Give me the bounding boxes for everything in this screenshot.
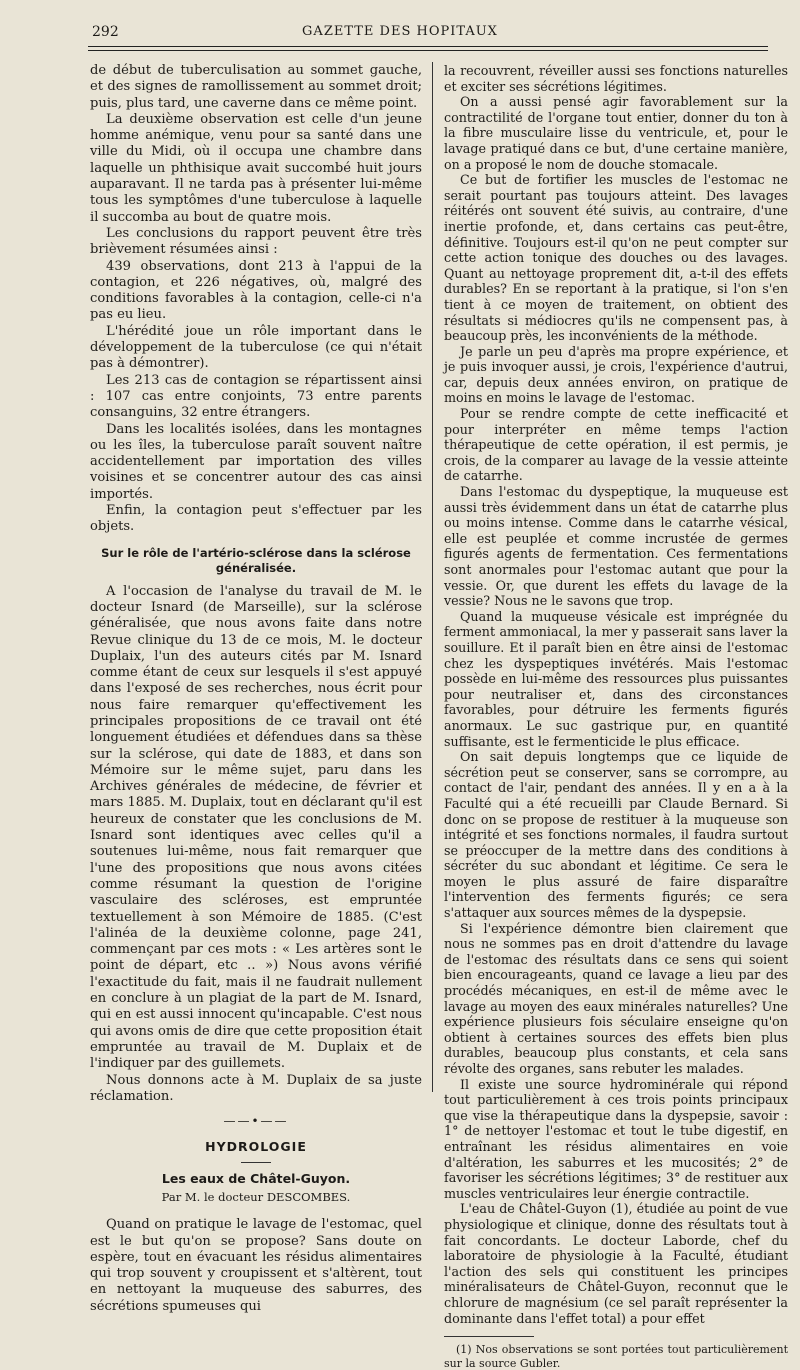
paragraph: 439 observations, dont 213 à l'appui de la contagion, et 226 négatives, où, malgré des conditions favorables à la contagion, celle-ci n'a pas eu lieu.	[90, 258, 422, 323]
paragraph: On a aussi pensé agir favorablement sur la contractilité de l'organe tout entier, donner du ton à la fibre musculaire lisse du ventricule, et, pour le lavage pratiqué dans ce but, d'une certaine manière, on a proposé le nom de douche stomacale.	[444, 94, 788, 172]
header-rule	[88, 46, 768, 47]
subheading: Sur le rôle de l'artério-sclérose dans la sclérose généralisée.	[101, 545, 411, 575]
paragraph: La deuxième observation est celle d'un jeune homme anémique, venu pour sa santé dans une ville du Midi, où il occupa une chambre dans laquelle un phthisique avait succombé huit jours auparavant. Il ne tarda pas à présenter lui-même tous les symptômes d'une tuberculose à laquelle il succomba au bout de quatre mois.	[90, 111, 422, 225]
paragraph: Dans l'estomac du dyspeptique, la muqueuse est aussi très évidemment dans un état de catarrhe plus ou moins intense. Comme dans le catarrhe vésical, elle est peuplée et comme incrustée de germes figurés agents de fermentation. Ces fermentations sont anormales pour l'estomac autant que pour la vessie. Or, que durent les effets du lavage de la vessie? Nous ne le savons que trop.	[444, 484, 788, 609]
paragraph: L'hérédité joue un rôle important dans le développement de la tuberculose (ce qui n'était pas à démontrer).	[90, 323, 422, 372]
footnote-rule	[444, 1336, 534, 1337]
paragraph: Enfin, la contagion peut s'effectuer par les objets.	[90, 503, 422, 535]
footnote: (1) Nos observations se sont portées tout particulièrement sur la source Gubler.	[444, 1343, 788, 1370]
paragraph: Quand la muqueuse vésicale est imprégnée du ferment ammoniacal, la mer y passerait sans laver la souillure. Et il paraît bien en être ainsi de l'estomac chez les dyspeptiques invétérés. Mais l'estomac possède en lui-même des ressources plus puissantes pour neutraliser et, dans des circonstances favorables, pour détruire les ferments figurés anormaux. Le suc gastrique pur, en quantité suffisante, est le fermenticide le plus efficace.	[444, 608, 788, 749]
paragraph: Nous donnons acte à M. Duplaix de sa juste réclamation.	[90, 1072, 422, 1104]
column-divider	[432, 62, 433, 1092]
running-head: GAZETTE DES HOPITAUX	[302, 24, 498, 39]
paragraph: Pour se rendre compte de cette inefficacité et pour interpréter en même temps l'action thérapeutique de cette opération, il est permis, je crois, de la comparer au lavage de la vessie atteinte de catarrhe.	[444, 406, 788, 484]
right-column	[444, 63, 788, 1370]
article-title: Les eaux de Châtel-Guyon.	[161, 1170, 351, 1186]
section-title: HYDROLOGIE	[205, 1139, 307, 1155]
paragraph: A l'occasion de l'analyse du travail de M. le docteur Isnard (de Marseille), sur la sclérose généralisée, que nous avons faite dans notre Revue clinique du 13 de ce mois, M. le docteur Duplaix, l'un des auteurs cités par M. Isnard comme étant de ceux sur lesquels il s'est appuyé dans l'exposé de ses recherches, nous écrit pour nous faire remarquer qu'effectivement les principales propositions de ce travail ont été longuement étudiées et défendues dans sa thèse sur la sclérose, qui date de 1883, et dans son Mémoire sur le même sujet, paru dans les Archives générales de médecine, de février et mars 1885. M. Duplaix, tout en déclarant qu'il est heureux de constater que les conclusions de M. Isnard sont identiques avec celles qu'il a soutenues lui-même, nous fait remarquer que l'une des propositions que nous avons citées comme résumant la question de l'origine vasculaire des scléroses, est empruntée textuellement à son Mémoire de 1885. (C'est l'alinéa de la deuxième colonne, page 241, commençant par ces mots : « Les artères sont le point de départ, etc .. ») Nous avons vérifié l'exactitude du fait, mais il ne faudrait nullement en conclure à un plagiat de la part de M. Isnard, qui en est aussi innocent qu'incapable. C'est nous qui avons omis de dire que cette proposition était empruntée au travail de M. Duplaix et de l'indiquer par des guillemets.	[90, 583, 422, 1072]
paragraph: la recouvrent, réveiller aussi ses fonctions naturelles et exciter ses sécrétions légitimes.	[444, 63, 788, 94]
paragraph: Si l'expérience démontre bien clairement que nous ne sommes pas en droit d'attendre du lavage de l'estomac des résultats dans ce sens qui soient bien encourageants, quand ce lavage a lieu par des procédés mécaniques, en est-il de même avec le lavage au moyen des eaux minérales naturelles? Une expérience plusieurs fois séculaire enseigne qu'on obtient à certaines sources des effets bien plus durables, beaucoup plus constants, et cela sans révolte des organes, sans rebuter les malades.	[444, 920, 788, 1076]
paragraph: Les conclusions du rapport peuvent être très brièvement résumées ainsi :	[90, 225, 422, 258]
paragraph: Je parle un peu d'après ma propre expérience, et je puis invoquer aussi, je crois, l'expérience d'autrui, car, depuis deux années environ, on pratique de moins en moins le lavage de l'estomac.	[444, 343, 788, 406]
article-byline: Par M. le docteur DESCOMBES.	[161, 1190, 351, 1204]
header-rule-thin	[88, 50, 768, 51]
paragraph: Quand on pratique le lavage de l'estomac, quel est le but qu'on se propose? Sans doute on espère, tout en évacuant les résidus alimentaires qui trop souvent y croupissent et s'altèrent, tout en nettoyant la muqueuse des saburres, des sécrétions spumeuses qui	[90, 1217, 422, 1314]
paragraph: On sait depuis longtemps que ce liquide de sécrétion peut se conserver, sans se corrompre, au contact de l'air, pendant des années. Il y en a à la Faculté qui a été recueilli par Claude Bernard. Si donc on se propose de restituer à la muqueuse son intégrité et ses fonctions normales, il faudra surtout se préoccuper de la mettre dans des conditions à sécréter du suc abondant et légitime. Ce sera le moyen le plus assuré de faire disparaître l'intervention des ferments figurés; ce sera s'attaquer aux sources mêmes de la dyspepsie.	[444, 749, 788, 921]
paragraph: Dans les localités isolées, dans les montagnes ou les îles, la tuberculose paraît souvent naître accidentellement par importation des villes voisines et se concentrer autour des cas ainsi importés.	[90, 421, 422, 502]
section-ornament: ——•——	[223, 1114, 289, 1129]
paragraph: Ce but de fortifier les muscles de l'estomac ne serait pourtant pas toujours atteint. Des lavages réitérés ont souvent été suivis, au contraire, d'une inertie profonde, et, dans certains cas peut-être, définitive. Toujours est-il qu'on ne peut compter sur cette action tonique des douches ou des lavages. Quant au nettoyage proprement dit, a-t-il des effets durables? En se reportant à la pratique, si l'on s'en tient à ce moyen de traitement, on obtient des résultats si médiocres qu'ils ne compensent pas, à beaucoup près, les inconvénients de la méthode.	[444, 172, 788, 344]
paragraph: Il existe une source hydrominérale qui répond tout particulièrement à ces trois points principaux que vise la thérapeutique dans la dyspepsie, savoir : 1° de nettoyer l'estomac et tout le tube digestif, en entraînant les résidus alimentaires en voie d'altération, les saburres et les mucosités; 2° de favoriser les sécrétions légitimes; 3° de restituer aux muscles ventriculaires leur énergie contractile.	[444, 1076, 788, 1201]
paragraph: Les 213 cas de contagion se répartissent ainsi : 107 cas entre conjoints, 73 entre parents consanguins, 32 entre étrangers.	[90, 372, 422, 421]
paragraph: L'eau de Châtel-Guyon (1), étudiée au point de vue physiologique et clinique, donne des résultats tout à fait concordants. Le docteur Laborde, chef du laboratoire de physiologie à la Faculté, étudiant l'action des sels qui constituent les principes minéralisateurs de Châtel-Guyon, reconnut que le chlorure de magnésium (ce sel paraît représenter la dominante dans l'effet total) a pour effet	[444, 1201, 789, 1326]
paragraph: de début de tuberculisation au sommet gauche, et des signes de ramollissement au sommet droit; puis, plus tard, une caverne dans ce même point.	[90, 63, 422, 111]
section-rule	[241, 1162, 271, 1163]
left-column	[90, 63, 422, 1315]
page-number: 292	[92, 24, 119, 40]
